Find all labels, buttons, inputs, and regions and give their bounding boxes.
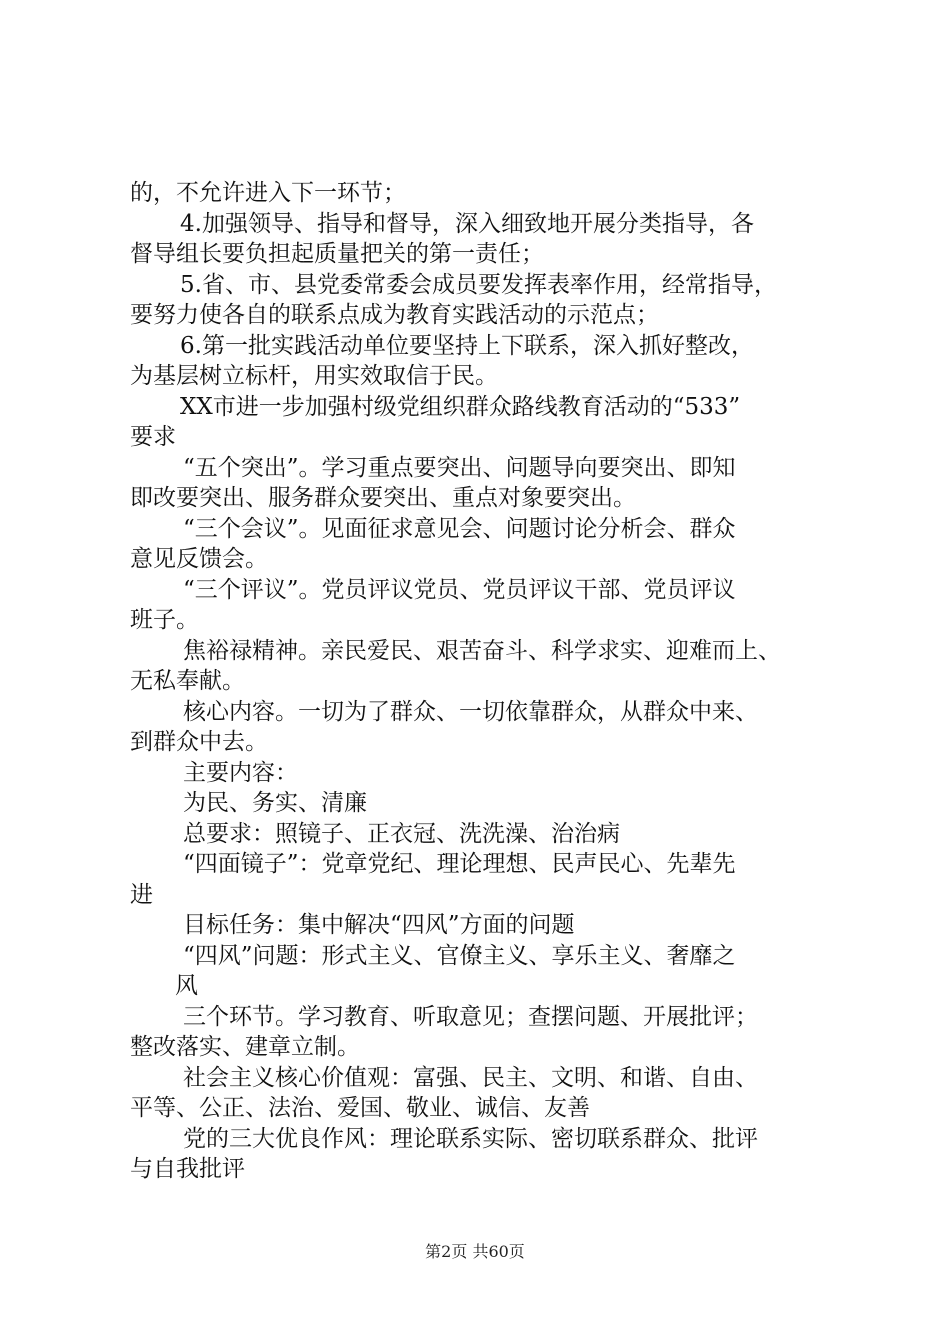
text-line: 目标任务：集中解决“四风”方面的问题	[183, 912, 575, 938]
text-line: 4.加强领导、指导和督导，深入细致地开展分类指导，各	[180, 210, 754, 237]
text-line: 平等、公正、法治、爱国、敬业、诚信、友善	[130, 1095, 590, 1121]
text-line: 党的三大优良作风：理论联系实际、密切联系群众、批评	[183, 1125, 758, 1152]
text-line: “三个会议”。见面征求意见会、问题讨论分析会、群众	[183, 515, 736, 542]
text-line: 整改落实、建章立制。	[130, 1034, 360, 1060]
text-line: 5.省、市、县党委常委会成员要发挥表率作用，经常指导，	[180, 271, 777, 298]
text-line: 要努力使各自的联系点成为教育实践活动的示范点；	[130, 302, 659, 328]
text-line: “四面镜子”：党章党纪、理论理想、民声民心、先辈先	[183, 851, 736, 877]
text-line: 的，不允许进入下一环节；	[130, 180, 406, 206]
text-line: 核心内容。一切为了群众、一切依靠群众，从群众中来、	[183, 698, 758, 725]
text-line: 即改要突出、服务群众要突出、重点对象要突出。	[130, 485, 636, 511]
text-line: 到群众中去。	[130, 729, 268, 755]
text-line: 与自我批评	[130, 1156, 245, 1182]
text-line: 班子。	[130, 607, 199, 633]
text-line: 焦裕禄精神。亲民爱民、艰苦奋斗、科学求实、迎难而上、	[183, 637, 781, 664]
text-line: 督导组长要负担起质量把关的第一责任；	[130, 241, 544, 267]
text-line: 意见反馈会。	[130, 546, 268, 572]
text-line: 总要求：照镜子、正衣冠、洗洗澡、治治病	[183, 820, 620, 847]
text-line: 为基层树立标杆，用实效取信于民。	[130, 363, 498, 389]
page-footer	[0, 1242, 950, 1262]
text-line: 为民、务实、清廉	[183, 790, 367, 816]
document-body	[130, 178, 830, 1185]
text-line: 要求	[130, 424, 176, 450]
text-line: “四风”问题：形式主义、官僚主义、享乐主义、奢靡之	[183, 942, 736, 969]
page-number: 第2页 共60页	[425, 1242, 525, 1261]
text-line: XX市进一步加强村级党组织群众路线教育活动的“533”	[180, 393, 741, 420]
text-line: 进	[130, 881, 153, 908]
text-line: “五个突出”。学习重点要突出、问题导向要突出、即知	[183, 454, 736, 481]
text-line: 无私奉献。	[130, 668, 245, 694]
text-line: 6.第一批实践活动单位要坚持上下联系，深入抓好整改，	[180, 332, 754, 359]
text-line: 风	[175, 973, 198, 999]
text-line: 社会主义核心价值观：富强、民主、文明、和谐、自由、	[183, 1064, 758, 1091]
text-line: 主要内容：	[183, 759, 298, 786]
text-line: 三个环节。学习教育、听取意见；查摆问题、开展批评；	[183, 1003, 758, 1030]
text-line: “三个评议”。党员评议党员、党员评议干部、党员评议	[183, 576, 736, 603]
